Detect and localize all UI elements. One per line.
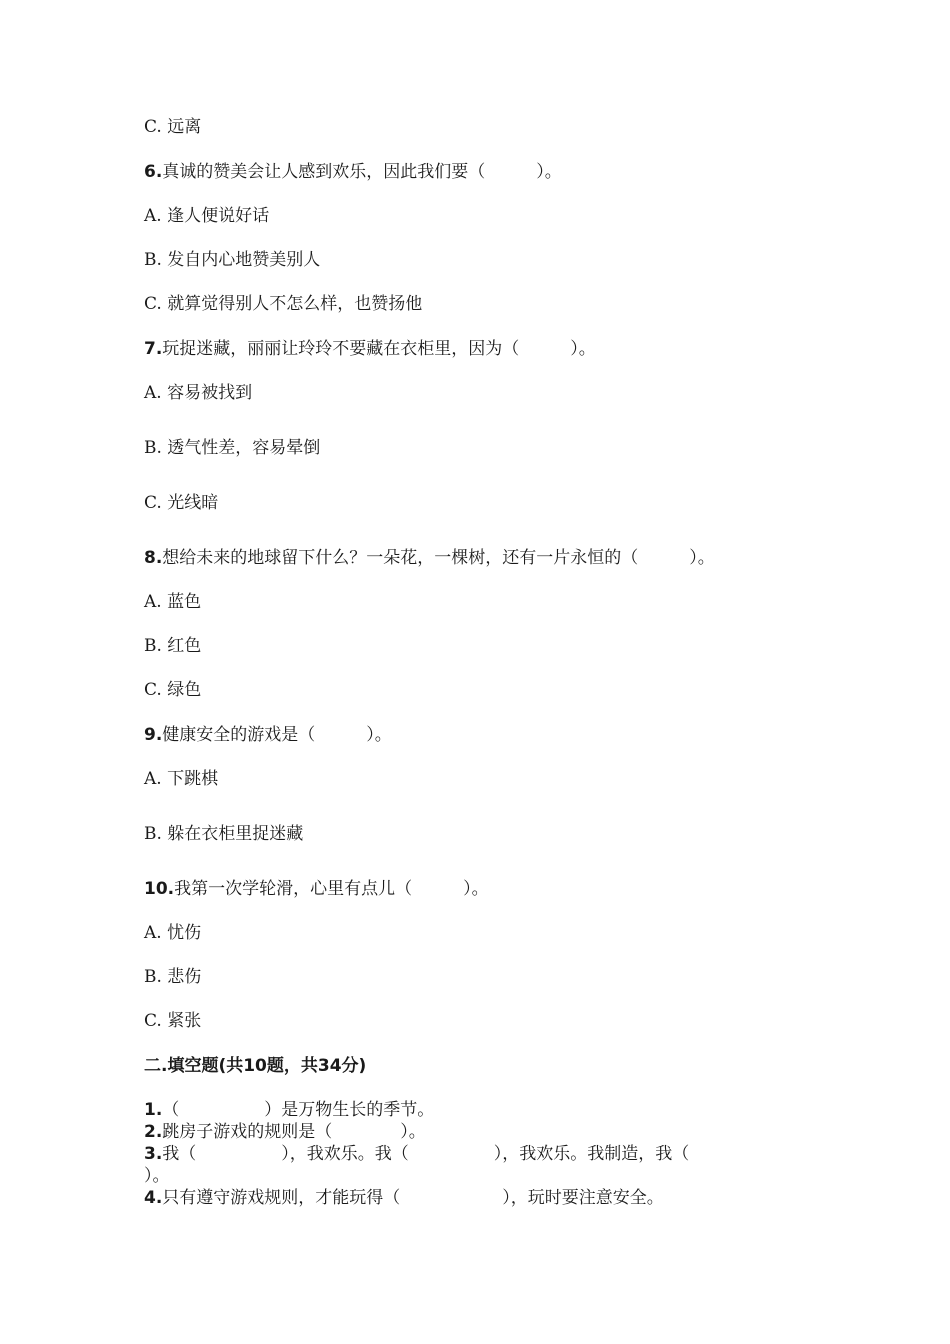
fill-question-4 bbox=[144, 1187, 664, 1209]
question-text: 想给未来的地球留下什么？一朵花，一棵树，还有一片永恒的（ ）。 bbox=[162, 548, 715, 568]
option-c-q7: C. 光线暗 bbox=[144, 493, 219, 513]
question-number: 8. bbox=[144, 548, 163, 568]
question-number: 3. bbox=[144, 1144, 163, 1164]
question-number: 10. bbox=[144, 879, 175, 899]
question-8 bbox=[144, 547, 715, 569]
question-number: 2. bbox=[144, 1122, 163, 1142]
option-a-q7: A. 容易被找到 bbox=[144, 383, 253, 403]
option-c-q10: C. 紧张 bbox=[144, 1011, 202, 1031]
option-a-q9: A. 下跳棋 bbox=[144, 769, 219, 789]
question-number: 9. bbox=[144, 725, 163, 745]
question-text: 跳房子游戏的规则是（ ）。 bbox=[162, 1122, 426, 1142]
question-number: 1. bbox=[144, 1100, 163, 1120]
fill-question-3-continued: ）。 bbox=[144, 1166, 170, 1186]
fill-question-2 bbox=[144, 1121, 426, 1143]
question-text: 只有遵守游戏规则，才能玩得（ ），玩时要注意安全。 bbox=[162, 1188, 664, 1208]
option-a-q8: A. 蓝色 bbox=[144, 592, 202, 612]
question-text: 我第一次学轮滑，心里有点儿（ ）。 bbox=[174, 879, 489, 899]
question-7 bbox=[144, 338, 596, 360]
fill-question-1 bbox=[144, 1099, 434, 1121]
section-heading: 二.填空题(共10题，共34分) bbox=[144, 1056, 367, 1076]
fill-question-3 bbox=[144, 1143, 689, 1165]
question-text: 健康安全的游戏是（ ）。 bbox=[162, 725, 392, 745]
question-10 bbox=[144, 878, 489, 900]
question-number: 7. bbox=[144, 339, 163, 359]
option-b-q6: B. 发自内心地赞美别人 bbox=[144, 250, 321, 270]
question-text: 我（ ），我欢乐。我（ ），我欢乐。我制造，我（ bbox=[162, 1144, 690, 1164]
option-c-q8: C. 绿色 bbox=[144, 680, 202, 700]
option-a-q6: A. 逢人便说好话 bbox=[144, 206, 270, 226]
option-b-q8: B. 红色 bbox=[144, 636, 202, 656]
question-number: 4. bbox=[144, 1188, 163, 1208]
question-number: 6. bbox=[144, 162, 163, 182]
question-text: 玩捉迷藏，丽丽让玲玲不要藏在衣柜里，因为（ ）。 bbox=[162, 339, 596, 359]
option-c-q5: C. 远离 bbox=[144, 117, 202, 137]
option-b-q9: B. 躲在衣柜里捉迷藏 bbox=[144, 824, 304, 844]
question-text: 真诚的赞美会让人感到欢乐，因此我们要（ ）。 bbox=[162, 162, 562, 182]
question-text: （ ）是万物生长的季节。 bbox=[162, 1100, 435, 1120]
option-b-q10: B. 悲伤 bbox=[144, 967, 202, 987]
question-9 bbox=[144, 724, 392, 746]
option-a-q10: A. 忧伤 bbox=[144, 923, 202, 943]
option-b-q7: B. 透气性差，容易晕倒 bbox=[144, 438, 321, 458]
question-6 bbox=[144, 161, 562, 183]
option-c-q6: C. 就算觉得别人不怎么样，也赞扬他 bbox=[144, 294, 423, 314]
